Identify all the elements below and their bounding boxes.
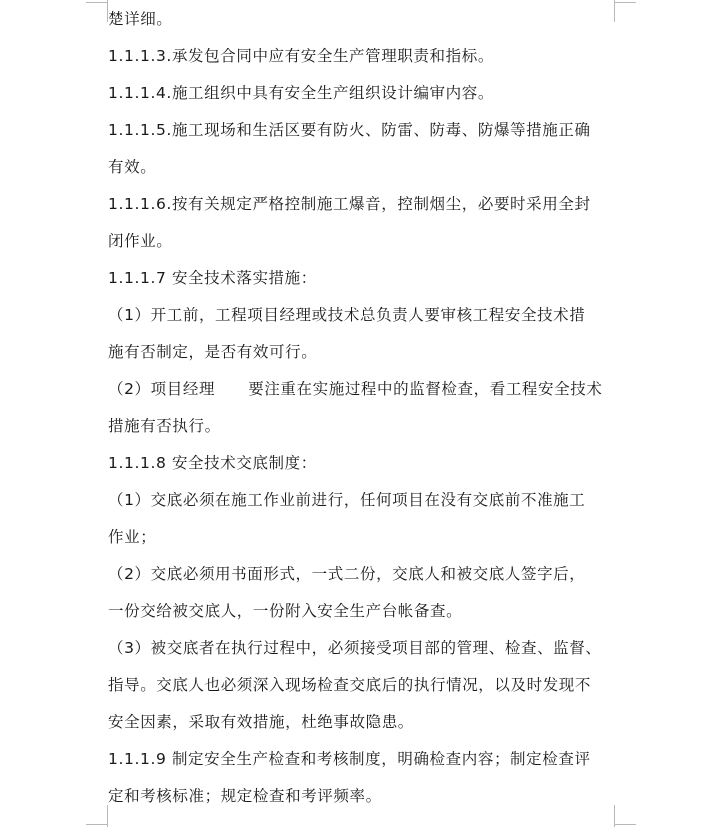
text-line: 1.1.1.5.施工现场和生活区要有防火、防雷、防毒、防爆等措施正确: [108, 121, 591, 139]
text-line: 1.1.1.7 安全技术落实措施：: [108, 269, 317, 287]
text-line: 楚详细。: [108, 10, 173, 28]
text-line: 1.1.1.4.施工组织中具有安全生产组织设计编审内容。: [108, 84, 494, 102]
crop-mark-top-right: [614, 2, 636, 3]
text-line: （2）项目经理 要注重在实施过程中的监督检查，看工程安全技术: [108, 380, 603, 398]
crop-mark-bottom-left: [86, 824, 108, 825]
crop-mark-bottom-right-v: [614, 805, 615, 827]
text-line: 措施有否执行。: [108, 417, 221, 435]
text-line: 1.1.1.8 安全技术交底制度：: [108, 454, 317, 472]
text-line: 1.1.1.6.按有关规定严格控制施工爆音，控制烟尘，必要时采用全封: [108, 195, 591, 213]
text-line: （1）交底必须在施工作业前进行，任何项目在没有交底前不准施工: [108, 491, 586, 509]
crop-mark-bottom-right: [614, 824, 636, 825]
text-line: 定和考核标准；规定检查和考评频率。: [108, 787, 382, 805]
text-line: 一份交给被交底人，一份附入安全生产台帐备查。: [108, 602, 463, 620]
crop-mark-top-right-v: [614, 0, 615, 22]
text-line: （3）被交底者在执行过程中，必须接受项目部的管理、检查、监督、: [108, 639, 602, 657]
text-line: 施有否制定，是否有效可行。: [108, 343, 318, 361]
text-line: 闭作业。: [108, 232, 173, 250]
text-line: 有效。: [108, 158, 157, 176]
crop-mark-top-left: [86, 2, 108, 3]
text-line: （2）交底必须用书面形式，一式二份，交底人和被交底人签字后，: [108, 565, 586, 583]
text-line: 作业；: [108, 528, 157, 546]
text-line: 安全因素，采取有效措施，杜绝事故隐患。: [108, 713, 414, 731]
text-line: 1.1.1.9 制定安全生产检查和考核制度，明确检查内容；制定检查评: [108, 750, 591, 768]
text-line: 指导。交底人也必须深入现场检查交底后的执行情况，以及时发现不: [108, 676, 592, 694]
text-line: 1.1.1.3.承发包合同中应有安全生产管理职责和指标。: [108, 47, 494, 65]
document-body: [108, 4, 613, 811]
text-line: （1）开工前，工程项目经理或技术总负责人要审核工程安全技术措: [108, 306, 586, 324]
